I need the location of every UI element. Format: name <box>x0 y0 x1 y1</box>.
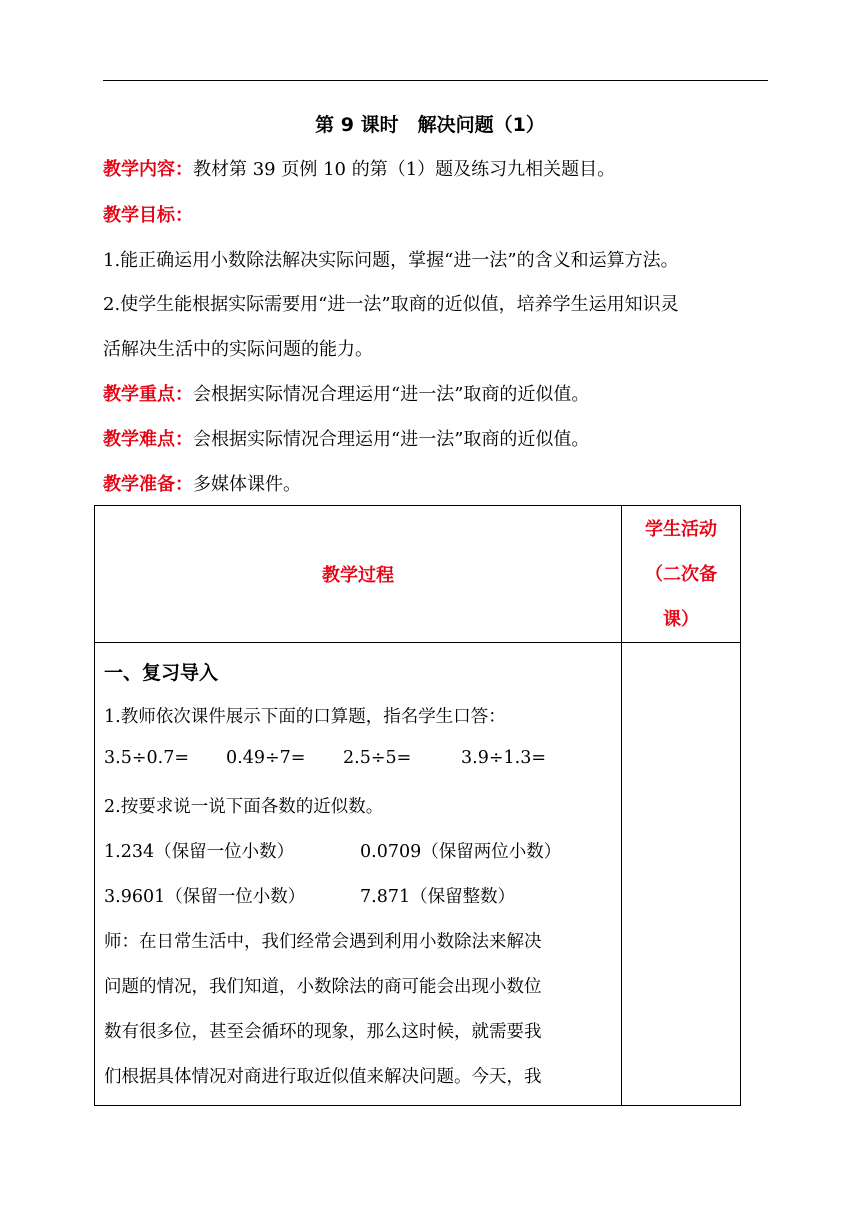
difficulties-label: 教学难点： <box>103 429 193 450</box>
step-2: 2.按要求说一说下面各数的近似数。 <box>104 797 384 817</box>
teacher-line: 数有很多位，甚至会循环的现象，那么这时候，就需要我 <box>104 1022 542 1042</box>
process-cell <box>95 643 622 1106</box>
teacher-line: 师：在日常生活中，我们经常会遇到利用小数除法来解决 <box>104 932 542 952</box>
preparation-label: 教学准备： <box>103 474 193 495</box>
goal-item: 活解决生活中的实际问题的能力。 <box>103 339 373 360</box>
key-points-label: 教学重点： <box>103 384 193 405</box>
header-rule <box>103 80 768 81</box>
header-student-line: 课） <box>663 609 699 630</box>
content-label: 教学内容： <box>103 159 193 180</box>
difficulties-text: 会根据实际情况合理运用“进一法”取商的近似值。 <box>193 429 590 450</box>
teacher-line: 问题的情况，我们知道，小数除法的商可能会出现小数位 <box>104 977 542 997</box>
approx-row <box>95 883 595 909</box>
content-line <box>103 155 615 181</box>
calc-item: 3.9÷1.3= <box>461 748 546 768</box>
preparation-text: 多媒体课件。 <box>193 474 301 495</box>
approx-item: 7.871（保留整数） <box>360 887 516 907</box>
calc-item: 2.5÷5= <box>343 748 412 768</box>
header-process: 教学过程 <box>95 506 622 643</box>
approx-item: 1.234（保留一位小数） <box>104 842 295 862</box>
goal-item: 1.能正确运用小数除法解决实际问题，掌握“进一法”的含义和运算方法。 <box>103 250 679 271</box>
content-text: 教材第 39 页例 10 的第（1）题及练习九相关题目。 <box>193 159 616 180</box>
goals-label: 教学目标： <box>103 205 193 226</box>
calc-item: 0.49÷7= <box>226 748 306 768</box>
section-title: 一、复习导入 <box>104 662 219 684</box>
header-student-line: 学生活动 <box>645 519 717 540</box>
approx-item: 0.0709（保留两位小数） <box>360 842 562 862</box>
calc-row <box>95 748 595 774</box>
difficulties-line <box>103 425 589 451</box>
table-header-row <box>95 506 741 643</box>
approx-item: 3.9601（保留一位小数） <box>104 887 306 907</box>
goals-heading <box>103 201 193 227</box>
student-activity-cell <box>622 643 741 1106</box>
header-student-activity <box>622 506 741 643</box>
table-body-row <box>95 643 741 1106</box>
header-student-line: （二次备 <box>645 564 717 585</box>
key-points-text: 会根据实际情况合理运用“进一法”取商的近似值。 <box>193 384 590 405</box>
approx-row <box>95 838 595 864</box>
process-table <box>94 505 741 1106</box>
step-1: 1.教师依次课件展示下面的口算题，指名学生口答： <box>104 707 506 727</box>
teacher-line: 们根据具体情况对商进行取近似值来解决问题。今天，我 <box>104 1067 542 1087</box>
preparation-line <box>103 470 301 496</box>
goal-item: 2.使学生能根据实际需要用“进一法”取商的近似值，培养学生运用知识灵 <box>103 294 679 315</box>
calc-item: 3.5÷0.7= <box>104 748 189 768</box>
key-points-line <box>103 380 589 406</box>
lesson-title: 第 9 课时 解决问题（1） <box>315 114 545 136</box>
